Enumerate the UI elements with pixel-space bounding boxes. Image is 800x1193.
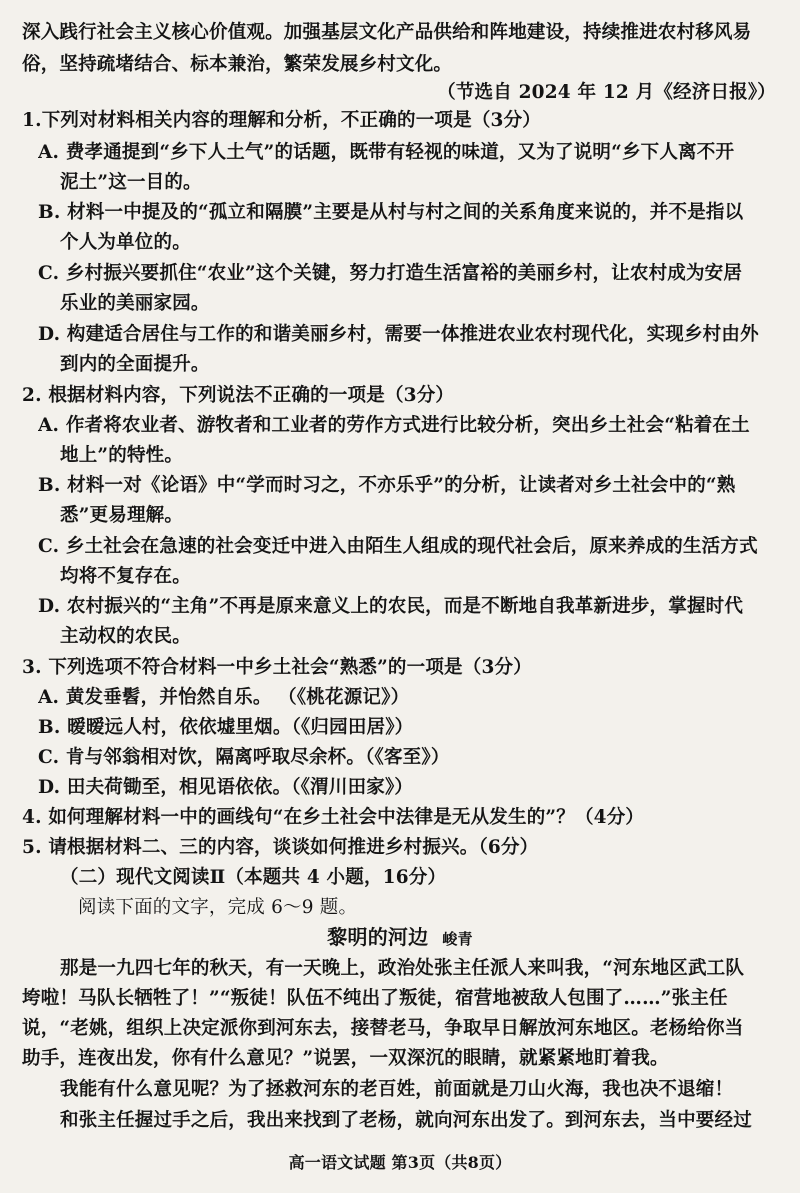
page-footer: 高一语文试题 第3页（共8页） (288, 1153, 512, 1172)
q5-question: 5. 请根据材料二、三的内容，谈谈如何推进乡村振兴。（6分） (22, 837, 539, 858)
story-p1-line-2: 垮啦！马队长牺牲了！”“叛徒！队伍不纯出了叛徒，宿营地被敌人包围了……”张主任 (22, 988, 728, 1009)
q1-option-c-line-1: C. 乡村振兴要抓住“农业”这个关键，努力打造生活富裕的美丽乡村，让农村成为安居 (38, 263, 743, 284)
story-p1-line-1: 那是一九四七年的秋天，有一天晚上，政治处张主任派人来叫我，“河东地区武工队 (60, 958, 745, 979)
story-p1-line-3: 说，“老姚，组织上决定派你到河东去，接替老马，争取早日解放河东地区。老杨给你当 (22, 1018, 744, 1039)
q1-stem: 1.下列对材料相关内容的理解和分析，不正确的一项是（3分） (22, 110, 541, 131)
q2-option-b-line-2: 悉”更易理解。 (60, 505, 184, 526)
q2-option-a-line-2: 地上”的特性。 (60, 445, 184, 466)
story-author: 峻青 (442, 930, 473, 948)
q2-option-a-line-1: A. 作者将农业者、游牧者和工业者的劳作方式进行比较分析，突出乡土社会“粘着在土 (38, 415, 750, 436)
story-header (0, 924, 800, 950)
q3-option-b: B. 暧暧远人村，依依墟里烟。（《归园田居》） (38, 717, 414, 738)
intro-line-2: 俗，坚持疏堵结合、标本兼治，繁荣发展乡村文化。 (22, 54, 453, 75)
q4-question: 4. 如何理解材料一中的画线句“在乡土社会中法律是无从发生的”？（4分） (22, 807, 645, 828)
q1-option-d-line-2: 到内的全面提升。 (60, 354, 210, 375)
q2-option-d-line-1: D. 农村振兴的“主角”不再是原来意义上的农民，而是不断地自我革新进步，掌握时代 (38, 596, 744, 617)
q3-option-a: A. 黄发垂髫，并怡然自乐。 （《桃花源记》） (38, 687, 410, 708)
q2-stem: 2. 根据材料内容，下列说法不正确的一项是（3分） (22, 385, 455, 406)
q2-option-d-line-2: 主动权的农民。 (60, 626, 191, 647)
q1-option-b-line-1: B. 材料一中提及的“孤立和隔膜”主要是从村与村之间的关系角度来说的，并不是指以 (38, 202, 744, 223)
q3-option-c: C. 肯与邻翁相对饮，隔离呼取尽余杯。（《客至》） (38, 747, 450, 768)
q3-option-d: D. 田夫荷锄至，相见语依依。（《渭川田家》） (38, 777, 414, 798)
story-p3: 和张主任握过手之后，我出来找到了老杨，就向河东出发了。到河东去，当中要经过 (60, 1110, 752, 1131)
story-p1-line-4: 助手，连夜出发，你有什么意见？”说罢，一双深沉的眼睛，就紧紧地盯着我。 (22, 1048, 669, 1069)
section-2-heading: （二）现代文阅读Ⅱ（本题共 4 小题，16分） (60, 867, 447, 888)
q1-option-a-line-1: A. 费孝通提到“乡下人土气”的话题，既带有轻视的味道，又为了说明“乡下人离不开 (38, 142, 735, 163)
q1-option-c-line-2: 乐业的美丽家园。 (60, 293, 210, 314)
q2-option-c-line-1: C. 乡土社会在急速的社会变迁中进入由陌生人组成的现代社会后，原来养成的生活方式 (38, 536, 758, 557)
q1-option-d-line-1: D. 构建适合居住与工作的和谐美丽乡村，需要一体推进农业农村现代化，实现乡村由外 (38, 324, 759, 345)
q2-option-c-line-2: 均将不复存在。 (60, 566, 191, 587)
intro-line-1: 深入践行社会主义核心价值观。加强基层文化产品供给和阵地建设，持续推进农村移风易 (22, 22, 752, 43)
q3-stem: 3. 下列选项不符合材料一中乡土社会“熟悉”的一项是（3分） (22, 657, 532, 678)
q1-option-a-line-2: 泥土”这一目的。 (60, 172, 202, 193)
source-citation: （节选自 2024 年 12 月《经济日报》） (437, 82, 776, 103)
q2-option-b-line-1: B. 材料一对《论语》中“学而时习之，不亦乐乎”的分析，让读者对乡土社会中的“熟 (38, 475, 736, 496)
story-title: 黎明的河边 (327, 925, 429, 949)
story-p2: 我能有什么意见呢？为了拯救河东的老百姓，前面就是刀山火海，我也决不退缩！ (60, 1079, 734, 1100)
q1-option-b-line-2: 个人为单位的。 (60, 232, 191, 253)
section-2-instruction: 阅读下面的文字，完成 6～9 题。 (78, 897, 358, 918)
